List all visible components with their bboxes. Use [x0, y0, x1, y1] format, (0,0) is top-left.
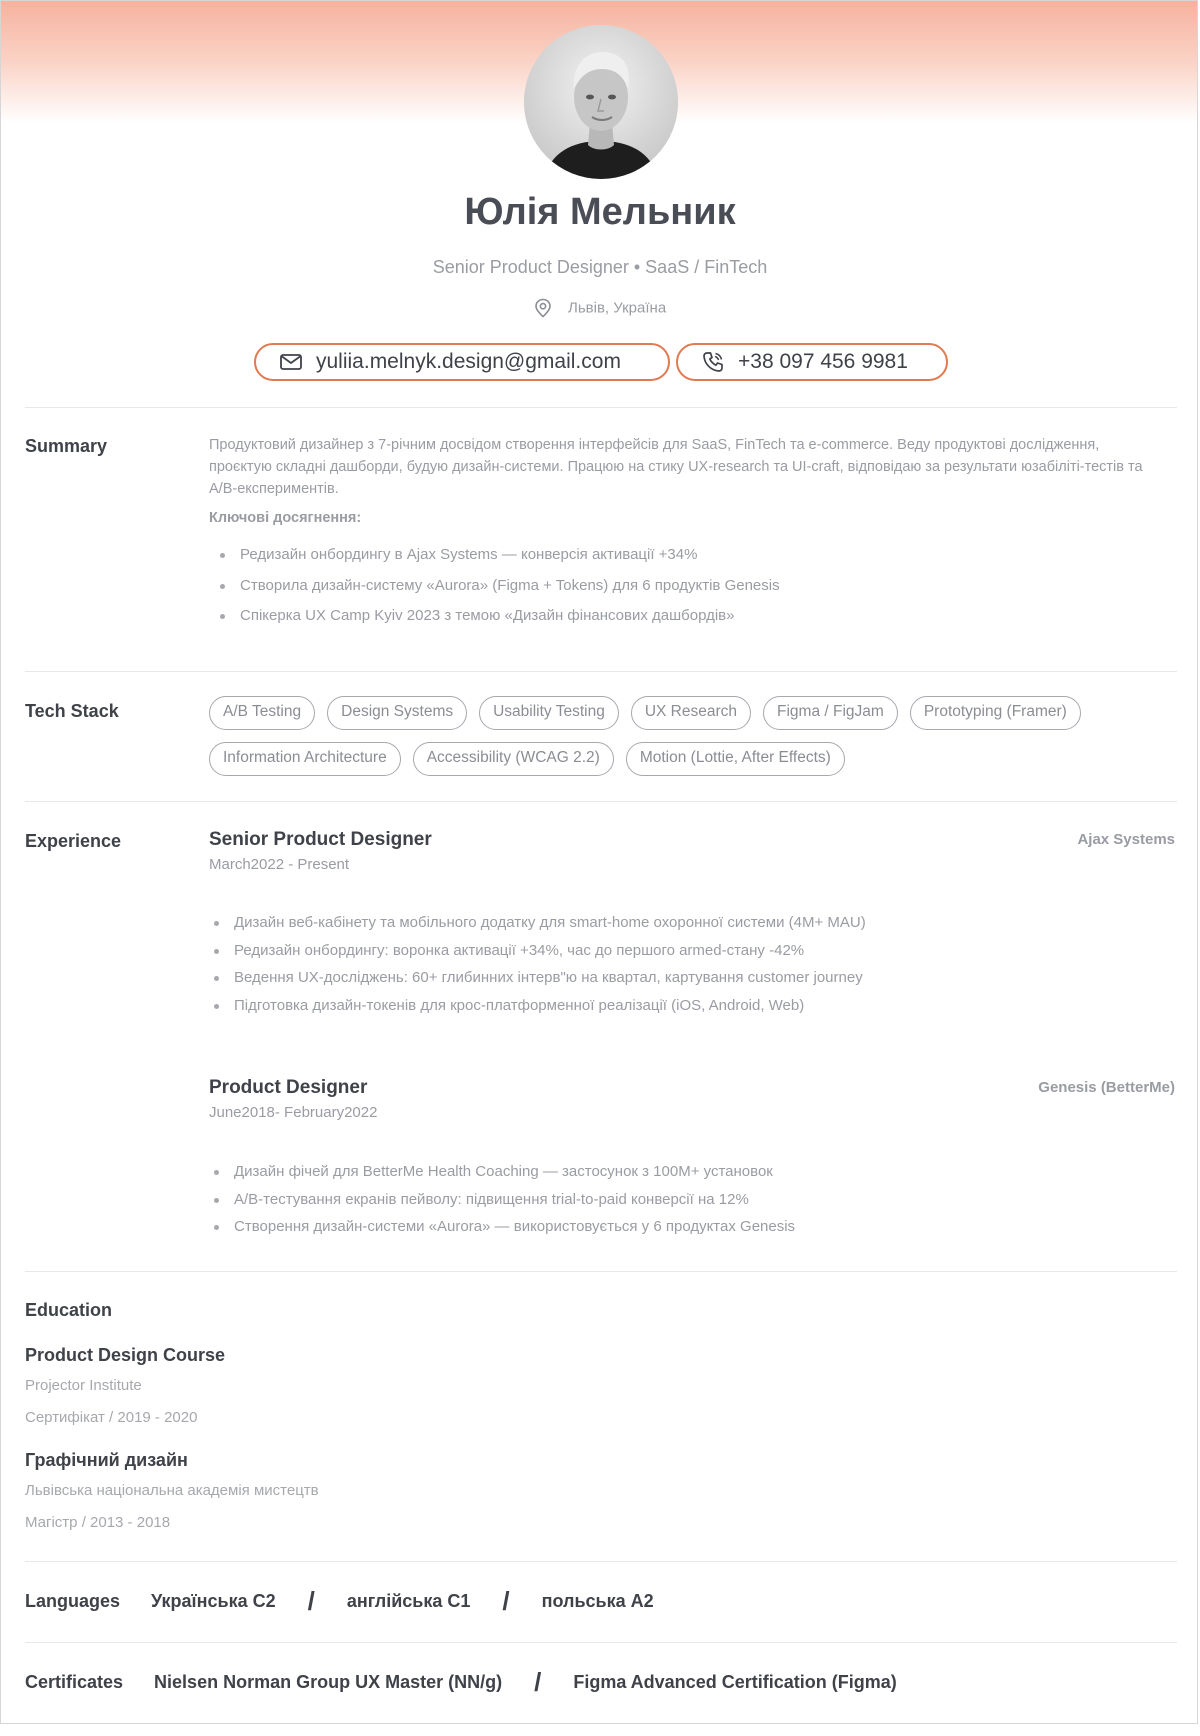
job-company: Genesis (BetterMe)	[1038, 1079, 1175, 1096]
skill-chip: A/B Testing	[209, 696, 315, 730]
divider	[25, 801, 1177, 802]
education-school: Львівська національна академія мистецтв	[25, 1482, 319, 1499]
email-button[interactable]	[254, 343, 670, 381]
summary-text: Продуктовий дизайнер з 7-річним досвідом створення інтерфейсів для SaaS, FinTech та e-commerce. Веду продуктові дослідження, проєктую складні дашборди, будую дизайн-системи. Працюю на стику UX-research та UI-craft, відповідаю за результати юзабіліті-тестів та A/B-експериментів.	[209, 437, 1143, 497]
candidate-name: Юлія Мельник	[464, 191, 736, 233]
separator: /	[502, 1586, 510, 1616]
list-item: A/B-тестування екранів пейволу: підвищення trial-to-paid конверсії на 12%	[209, 1190, 795, 1218]
achievements-label: Ключові досягнення:	[209, 510, 362, 526]
divider	[25, 671, 1177, 672]
mail-icon	[280, 354, 302, 370]
language-item: англійська C1	[346, 1591, 471, 1611]
experience-label: Experience	[25, 831, 122, 851]
job-bullets	[209, 913, 866, 1024]
languages-row	[25, 1586, 654, 1617]
skill-chip: UX Research	[631, 696, 751, 730]
separator: /	[534, 1667, 542, 1697]
location-pin-icon	[534, 298, 552, 318]
candidate-subtitle: Senior Product Designer • SaaS / FinTech	[432, 257, 768, 277]
certificates-row	[25, 1667, 897, 1698]
phone-icon	[702, 351, 724, 373]
phone-text: +38 097 456 9981	[738, 350, 908, 373]
list-item: Редизайн онбордингу: воронка активації +34%, час до першого armed-стану -42%	[209, 941, 866, 969]
divider	[25, 1642, 1177, 1643]
list-item: Створила дизайн-систему «Aurora» (Figma + Tokens) для 6 продуктів Genesis	[209, 576, 780, 607]
job-dates: June2018- February2022	[209, 1104, 378, 1121]
skill-chip: Design Systems	[327, 696, 467, 730]
language-item: польська A2	[541, 1591, 654, 1611]
phone-button[interactable]	[676, 343, 948, 381]
education-title: Графічний дизайн	[25, 1450, 188, 1470]
job-title: Product Designer	[209, 1077, 368, 1098]
email-text: yuliia.melnyk.design@gmail.com	[316, 350, 621, 373]
avatar	[524, 25, 678, 179]
skill-chip: Information Architecture	[209, 742, 401, 776]
list-item: Дизайн веб-кабінету та мобільного додатку для smart-home охоронної системи (4M+ MAU)	[209, 913, 866, 941]
education-details: Магістр / 2013 - 2018	[25, 1514, 171, 1531]
skill-chip: Prototyping (Framer)	[910, 696, 1081, 730]
location-text: Львів, Україна	[568, 299, 667, 317]
skill-chip: Accessibility (WCAG 2.2)	[413, 742, 614, 776]
education-school: Projector Institute	[25, 1377, 142, 1394]
skill-chip: Figma / FigJam	[763, 696, 898, 730]
tech-stack-chips	[209, 696, 1169, 776]
tech-stack-label: Tech Stack	[25, 701, 119, 721]
certificates-label: Certificates	[25, 1672, 124, 1692]
list-item: Редизайн онбордингу в Ajax Systems — конверсія активації +34%	[209, 545, 780, 576]
avatar-photo-icon	[524, 25, 678, 179]
job-company: Ajax Systems	[1077, 831, 1175, 848]
job-bullets	[209, 1162, 795, 1245]
skill-chip: Usability Testing	[479, 696, 619, 730]
location	[1, 298, 1198, 318]
certificate-item: Figma Advanced Certification (Figma)	[573, 1672, 897, 1692]
job-dates: March2022 - Present	[209, 856, 350, 873]
education-label: Education	[25, 1300, 113, 1320]
list-item: Дизайн фічей для BetterMe Health Coaching — застосунок з 100M+ установок	[209, 1162, 795, 1190]
list-item: Підготовка дизайн-токенів для крос-платформенної реалізації (iOS, Android, Web)	[209, 996, 866, 1024]
skill-chip: Motion (Lottie, After Effects)	[626, 742, 845, 776]
summary-label: Summary	[25, 436, 108, 456]
certificate-item: Nielsen Norman Group UX Master (NN/g)	[154, 1672, 503, 1692]
divider	[25, 1271, 1177, 1272]
achievements-list	[209, 545, 780, 637]
languages-label: Languages	[25, 1591, 121, 1611]
job-title: Senior Product Designer	[209, 829, 432, 850]
education-title: Product Design Course	[25, 1345, 226, 1365]
divider	[25, 407, 1177, 408]
separator: /	[307, 1586, 315, 1616]
education-details: Сертифікат / 2019 - 2020	[25, 1409, 198, 1426]
divider	[25, 1561, 1177, 1562]
language-item: Українська C2	[151, 1591, 276, 1611]
list-item: Створення дизайн-системи «Aurora» — використовується у 6 продуктах Genesis	[209, 1217, 795, 1245]
list-item: Ведення UX-досліджень: 60+ глибинних інтерв"ю на квартал, картування customer journey	[209, 968, 866, 996]
list-item: Спікерка UX Camp Kyiv 2023 з темою «Дизайн фінансових дашбордів»	[209, 606, 780, 637]
